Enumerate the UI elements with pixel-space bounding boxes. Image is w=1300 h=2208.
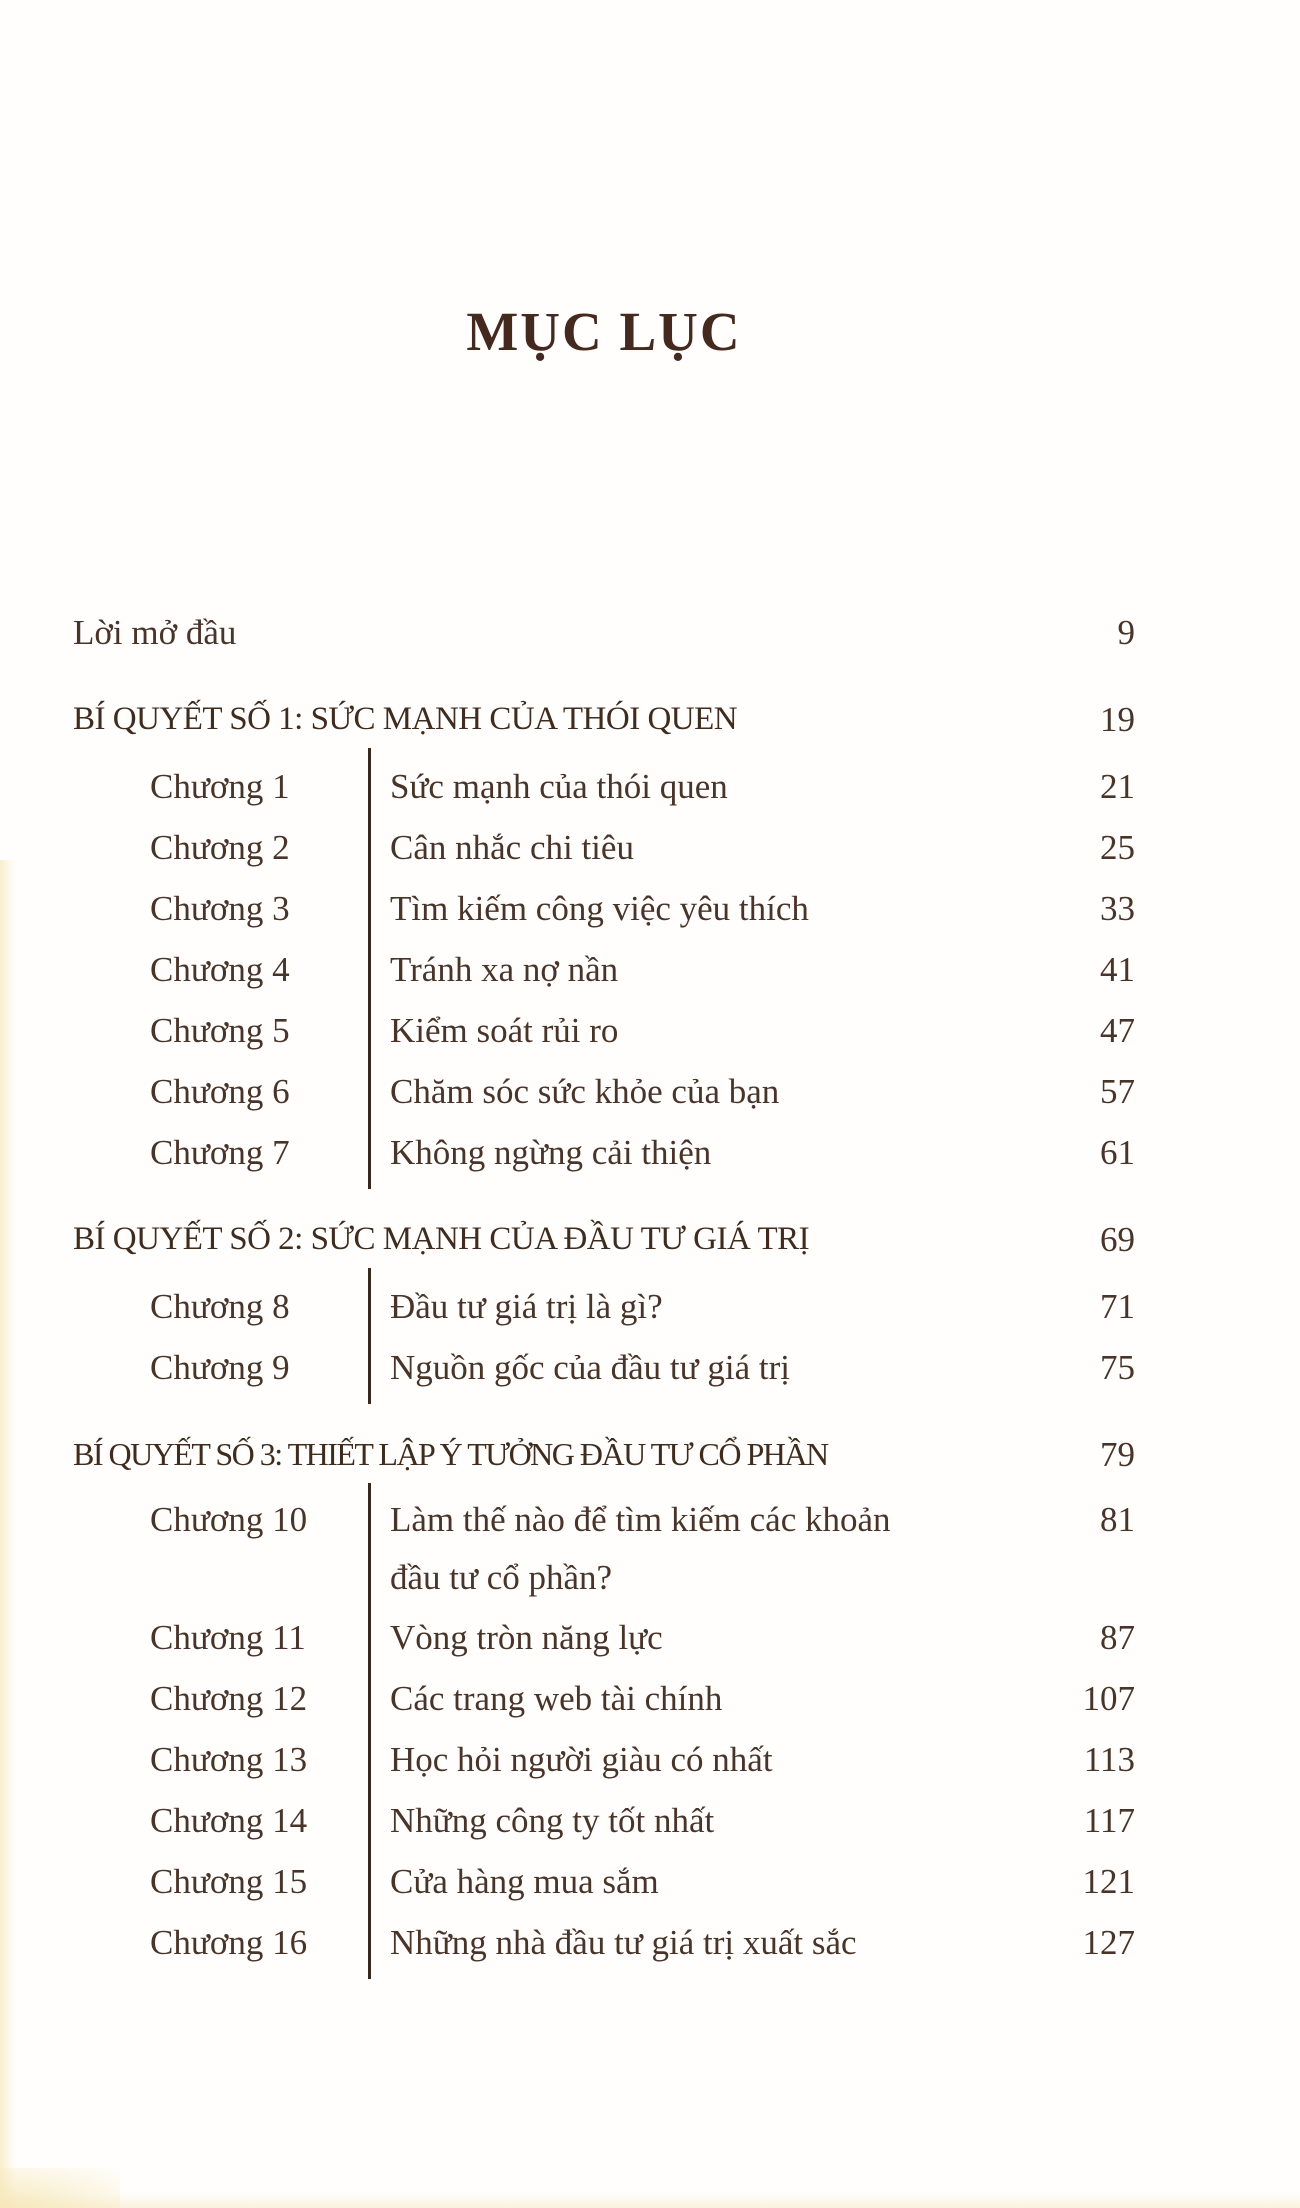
chapter-label: Chương 7 xyxy=(150,1132,290,1172)
chapter-page-number: 121 xyxy=(1082,1861,1135,1901)
chapter-page-number: 25 xyxy=(1100,827,1135,867)
chapter-label: Chương 15 xyxy=(150,1861,308,1901)
toc-chapter-row xyxy=(73,939,1135,1000)
chapter-title: Các trang web tài chính xyxy=(390,1678,723,1718)
chapter-page-number: 47 xyxy=(1100,1010,1135,1050)
chapter-title: Cửa hàng mua sắm xyxy=(390,1861,659,1901)
toc-intro-row xyxy=(73,602,1135,663)
chapter-title: Những nhà đầu tư giá trị xuất sắc xyxy=(390,1922,857,1962)
chapter-page-number: 57 xyxy=(1100,1071,1135,1111)
chapter-page-number: 41 xyxy=(1100,949,1135,989)
section-heading-1: BÍ QUYẾT SỐ 1: SỨC MẠNH CỦA THÓI QUEN xyxy=(73,701,738,737)
chapter-label: Chương 9 xyxy=(150,1347,290,1387)
chapter-label: Chương 12 xyxy=(150,1678,308,1718)
chapter-title: Tìm kiếm công việc yêu thích xyxy=(390,888,809,928)
chapter-title xyxy=(368,1491,891,1607)
chapter-label: Chương 1 xyxy=(150,766,290,806)
chapter-label: Chương 11 xyxy=(150,1617,306,1657)
toc-chapter-row xyxy=(73,1000,1135,1061)
scan-corner-shadow xyxy=(0,2168,120,2208)
chapter-page-number: 87 xyxy=(1100,1617,1135,1657)
toc-chapter-group-3 xyxy=(73,1491,1135,1973)
chapter-label: Chương 5 xyxy=(150,1010,290,1050)
vertical-divider-2 xyxy=(368,1268,371,1404)
toc-chapter-row xyxy=(73,1729,1135,1790)
chapter-title: Kiểm soát rủi ro xyxy=(390,1010,619,1050)
chapter-title: Sức mạnh của thói quen xyxy=(390,766,728,806)
chapter-title: Cân nhắc chi tiêu xyxy=(390,827,634,867)
toc-section-row-2 xyxy=(73,1209,1135,1270)
chapter-title-line-2: đầu tư cổ phần? xyxy=(390,1558,613,1597)
chapter-label: Chương 6 xyxy=(150,1071,290,1111)
chapter-page-number: 107 xyxy=(1082,1678,1135,1718)
chapter-title: Đầu tư giá trị là gì? xyxy=(390,1286,663,1326)
toc-chapter-row xyxy=(73,1668,1135,1729)
toc-section-row-1 xyxy=(73,689,1135,750)
chapter-page-number: 71 xyxy=(1100,1286,1135,1326)
chapter-label: Chương 10 xyxy=(150,1500,308,1539)
table-of-contents xyxy=(73,602,1135,1973)
chapter-page-number: 61 xyxy=(1100,1132,1135,1172)
chapter-label: Chương 3 xyxy=(150,888,290,928)
toc-chapter-row xyxy=(73,756,1135,817)
chapter-title-line-1: Làm thế nào để tìm kiếm các khoản xyxy=(390,1500,891,1539)
chapter-page-number: 81 xyxy=(1100,1500,1135,1539)
chapter-title: Nguồn gốc của đầu tư giá trị xyxy=(390,1347,790,1387)
section-heading-2: BÍ QUYẾT SỐ 2: SỨC MẠNH CỦA ĐẦU TƯ GIÁ TRỊ xyxy=(73,1221,810,1257)
section-page-number-1: 19 xyxy=(1100,699,1135,739)
toc-chapter-row xyxy=(73,817,1135,878)
chapter-label: Chương 8 xyxy=(150,1286,290,1326)
chapter-title: Những công ty tốt nhất xyxy=(390,1800,715,1840)
toc-section-row-3 xyxy=(73,1424,1135,1485)
chapter-label: Chương 16 xyxy=(150,1922,308,1962)
chapter-label: Chương 13 xyxy=(150,1739,308,1779)
toc-chapter-row xyxy=(73,1061,1135,1122)
page-title: MỤC LỤC xyxy=(466,301,742,362)
section-page-number-2: 69 xyxy=(1100,1219,1135,1259)
chapter-page-number: 113 xyxy=(1083,1739,1135,1779)
section-heading-3: BÍ QUYẾT SỐ 3: THIẾT LẬP Ý TƯỞNG ĐẦU TƯ CỔ PHẦN xyxy=(73,1436,828,1472)
chapter-page-number: 21 xyxy=(1100,766,1135,806)
toc-chapter-row xyxy=(73,1122,1135,1183)
chapter-title: Tránh xa nợ nần xyxy=(390,949,619,989)
chapter-page-number: 127 xyxy=(1082,1922,1135,1962)
toc-chapter-group-1 xyxy=(73,756,1135,1183)
toc-chapter-row xyxy=(73,1276,1135,1337)
intro-page-number: 9 xyxy=(1117,612,1135,652)
toc-chapter-row xyxy=(73,1790,1135,1851)
chapter-title: Vòng tròn năng lực xyxy=(390,1617,663,1657)
toc-chapter-row xyxy=(73,1851,1135,1912)
toc-chapter-row xyxy=(73,1607,1135,1668)
chapter-title: Không ngừng cải thiện xyxy=(390,1132,712,1172)
chapter-title: Học hỏi người giàu có nhất xyxy=(390,1739,773,1779)
chapter-title: Chăm sóc sức khỏe của bạn xyxy=(390,1071,780,1111)
toc-chapter-group-2 xyxy=(73,1276,1135,1398)
chapter-page-number: 75 xyxy=(1100,1347,1135,1387)
section-page-number-3: 79 xyxy=(1100,1434,1135,1474)
vertical-divider-3 xyxy=(368,1483,371,1979)
toc-chapter-row xyxy=(73,878,1135,939)
chapter-label: Chương 14 xyxy=(150,1800,308,1840)
scan-edge-bottom xyxy=(0,2194,1300,2208)
toc-chapter-row xyxy=(73,1912,1135,1973)
chapter-label: Chương 2 xyxy=(150,827,290,867)
intro-title: Lời mở đầu xyxy=(73,612,237,652)
scan-edge-left xyxy=(0,860,16,2208)
chapter-label: Chương 4 xyxy=(150,949,290,989)
toc-chapter-row xyxy=(73,1491,1135,1607)
chapter-page-number: 33 xyxy=(1100,888,1135,928)
chapter-page-number: 117 xyxy=(1083,1800,1135,1840)
vertical-divider-1 xyxy=(368,748,371,1189)
toc-chapter-row xyxy=(73,1337,1135,1398)
